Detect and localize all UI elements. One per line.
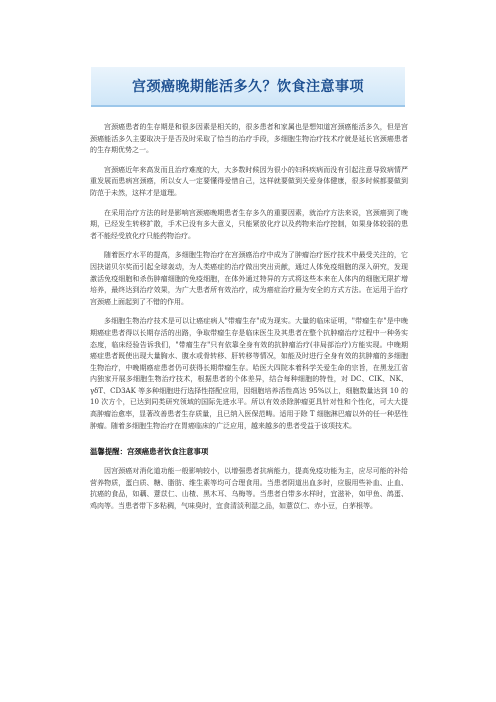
page-title: 宫颈癌晚期能活多久？饮食注意事项 [132,79,364,95]
article-body [90,122,408,521]
tip-heading: 温馨提醒：宫颈癌患者饮食注意事项 [90,447,209,457]
paragraph: 在采用治疗方法的时是影响宫颈癌晚期患者生存多久的重要因素，就治疗方法来说，宫颈癌到了晚期，已经发生转移扩散，手术已没有多大意义，只能紧放化疗以及药物来治疗控制，如果身体较弱的患者不能经受放化疗只能药物治疗。 [90,208,408,240]
title-banner [91,67,405,107]
tip-paragraph: 因宫颈癌对消化道功能一般影响较小，以增强患者抗病能力，提高免疫功能为主，应尽可能的补给营养物质，蛋白质、糖、脂肪、维生素等均可合理食用。当患者阴道出血多时，应服用些补血、止血、抗癌的食品，如藕、薏苡仁、山楂、黑木耳、乌梅等。当患者白带多水样时，宜滋补，如甲鱼、鸽蛋、鸡肉等。当患者带下多粘稠，气味臭时，宜食清淡利湿之品，如薏苡仁、赤小豆，白茅根等。 [90,467,408,511]
paragraph: 随着医疗水平的提高，多细胞生物治疗在宫颈癌治疗中成为了肿瘤治疗医疗技术中最受关注的，它因抉诺贝尔奖而引起全球轰动，为人类癌症的治疗做出突出贡献，通过人体免疫细胞的深入研究，发现激活免疫细胞和杀伤肿瘤细胞的免疫细胞，在体外通过特异的方式将这些本来在人体内的细胞无限扩增培养，最终达到治疗效果，为广大患者所有效治疗，成为癌症治疗最为安全的方式方法。在运用于治疗宫颈癌上面起到了不错的作用。 [90,251,408,306]
paragraph: 宫颈癌近年来高发而且治疗难度的大，大多数时候因为很小的妇科疾病而没有引起注意导致病情严重发展而患病宫颈癌，所以女人一定要懂得爱惜自己，这样就要做到关爱身体健康，很多时候都要做到防范于未然，这样才是道理。 [90,165,408,197]
paragraph: 多细胞生物治疗技术是可以让癌症病人"带瘤生存"成为现实。大量的临床证明，"带瘤生存"是中晚期癌症患者得以长期存活的出路，争取带瘤生存是临床医生及其患者在整个抗肿瘤治疗过程中一种务实态度，临床经验告诉我们，"带瘤生存"只有依靠全身有效的抗肿瘤治疗(非局部治疗)方能实现。中晚期癌症患者既使出现大量胸水、腹水或骨转移、肝转移等情况，如能及时进行全身有效的抗肿瘤的多细胞生物治疗，中晚期癌症患者仍可获得长期带瘤生存。哈医大四院本着科学关爱生命的宗旨，在黑龙江省内独家开展多细胞生物治疗技术，根据患者的个体差异，结合每种细胞的特性，对 DC、CIK、NK、γδT、CD3AK 等多种细胞进行选择性搭配应用，因细胞培养活性高达 95%以上，细胞数量达到 10 的 10 次方个，已达到同类研究领域的国际先进水平。所以有效杀除肿瘤更具针对性和个性化，可大大提高肿瘤治愈率，显著改善患者生存质量，且已纳入医保范畴。适用于除 T 细胞淋巴瘤以外的任一种恶性肿瘤。随着多细胞生物治疗在胃癌临床的广泛应用，越来越多的患者受益于该项技术。 [90,317,408,430]
paragraph: 宫颈癌患者的生存期是和很多因素是相关的，很多患者和家属也是想知道宫颈癌能活多久，但是宫颈癌能活多久主要取决于是否及时采取了恰当的治疗手段，多细胞生物治疗技术疗就是延长宫颈癌患者的生存期优势之一。 [90,123,408,155]
